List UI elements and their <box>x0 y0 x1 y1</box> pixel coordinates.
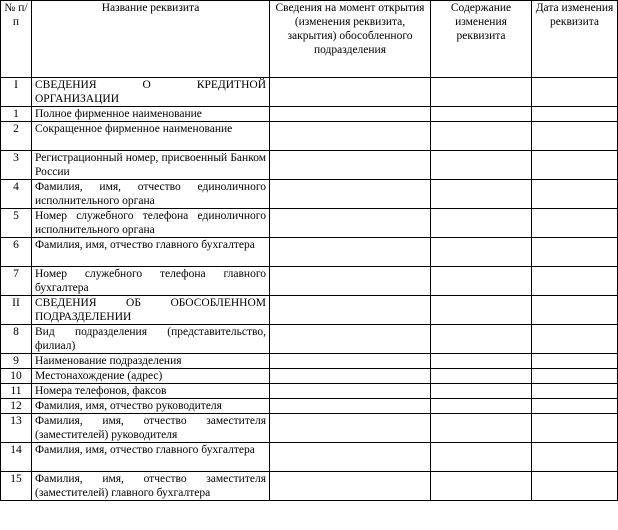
row-requisite-name: Местонахождение (адрес) <box>32 369 270 384</box>
row-requisite-name: СВЕДЕНИЯ О КРЕДИТНОЙ ОРГАНИЗАЦИИ <box>32 78 270 107</box>
row-number: 1 <box>1 107 32 122</box>
row-change-content-cell[interactable] <box>431 238 532 267</box>
row-info-cell[interactable] <box>270 472 431 501</box>
row-change-date-cell[interactable] <box>532 209 618 238</box>
row-number: 10 <box>1 369 32 384</box>
table-row <box>1 209 618 238</box>
row-change-date-cell[interactable] <box>532 238 618 267</box>
row-change-date-cell[interactable] <box>532 180 618 209</box>
table-row <box>1 443 618 472</box>
table-row <box>1 399 618 414</box>
row-change-date-cell[interactable] <box>532 267 618 296</box>
row-change-content-cell[interactable] <box>431 399 532 414</box>
row-change-date-cell[interactable] <box>532 443 618 472</box>
table-row <box>1 414 618 443</box>
table-row <box>1 151 618 180</box>
header-info: Сведения на момент открытия (изменения реквизита, закрытия) обособленного подразделения <box>270 1 431 78</box>
row-requisite-name: Сокращенное фирменное наименование <box>32 122 270 151</box>
table-row <box>1 384 618 399</box>
row-requisite-name: СВЕДЕНИЯ ОБ ОБОСОБЛЕННОМ ПОДРАЗДЕЛЕНИИ <box>32 296 270 325</box>
row-requisite-name: Номер служебного телефона единоличного исполнительного органа <box>32 209 270 238</box>
row-requisite-name: Фамилия, имя, отчество главного бухгалтера <box>32 238 270 267</box>
row-requisite-name: Регистрационный номер, присвоенный Банком России <box>32 151 270 180</box>
row-requisite-name: Фамилия, имя, отчество заместителя (заместителей) главного бухгалтера <box>32 472 270 501</box>
row-number: 4 <box>1 180 32 209</box>
row-info-cell[interactable] <box>270 354 431 369</box>
row-number: 13 <box>1 414 32 443</box>
row-change-content-cell[interactable] <box>431 414 532 443</box>
row-change-date-cell[interactable] <box>532 414 618 443</box>
header-change-date: Дата изменения реквизита <box>532 1 618 78</box>
row-requisite-name: Вид подразделения (представительство, филиал) <box>32 325 270 354</box>
table-row <box>1 180 618 209</box>
row-number: 8 <box>1 325 32 354</box>
header-name: Название реквизита <box>32 1 270 78</box>
row-change-content-cell[interactable] <box>431 472 532 501</box>
row-info-cell[interactable] <box>270 209 431 238</box>
table-row <box>1 267 618 296</box>
table-row <box>1 325 618 354</box>
table-row <box>1 354 618 369</box>
row-info-cell[interactable] <box>270 414 431 443</box>
row-number: 11 <box>1 384 32 399</box>
row-info-cell[interactable] <box>270 180 431 209</box>
row-number: 12 <box>1 399 32 414</box>
row-info-cell[interactable] <box>270 369 431 384</box>
row-requisite-name: Фамилия, имя, отчество единоличного исполнительного органа <box>32 180 270 209</box>
row-requisite-name: Наименование подразделения <box>32 354 270 369</box>
row-change-date-cell[interactable] <box>532 296 618 325</box>
row-change-date-cell[interactable] <box>532 151 618 180</box>
row-change-content-cell[interactable] <box>431 296 532 325</box>
table-header-row <box>1 1 618 78</box>
table-row <box>1 107 618 122</box>
row-requisite-name: Фамилия, имя, отчество главного бухгалтера <box>32 443 270 472</box>
row-change-content-cell[interactable] <box>431 180 532 209</box>
header-num: № п/п <box>1 1 32 78</box>
row-change-content-cell[interactable] <box>431 354 532 369</box>
row-requisite-name: Фамилия, имя, отчество руководителя <box>32 399 270 414</box>
row-number: 3 <box>1 151 32 180</box>
row-change-content-cell[interactable] <box>431 369 532 384</box>
row-number: I <box>1 78 32 107</box>
row-number: 15 <box>1 472 32 501</box>
table-row <box>1 296 618 325</box>
row-change-content-cell[interactable] <box>431 267 532 296</box>
table-row <box>1 369 618 384</box>
row-requisite-name: Полное фирменное наименование <box>32 107 270 122</box>
row-change-content-cell[interactable] <box>431 325 532 354</box>
table-row <box>1 472 618 501</box>
table-row <box>1 78 618 107</box>
row-info-cell[interactable] <box>270 78 431 107</box>
row-info-cell[interactable] <box>270 151 431 180</box>
row-change-date-cell[interactable] <box>532 399 618 414</box>
row-number: 7 <box>1 267 32 296</box>
row-change-date-cell[interactable] <box>532 369 618 384</box>
row-requisite-name: Номера телефонов, факсов <box>32 384 270 399</box>
row-change-date-cell[interactable] <box>532 325 618 354</box>
row-number: 14 <box>1 443 32 472</box>
row-change-date-cell[interactable] <box>532 107 618 122</box>
row-change-date-cell[interactable] <box>532 354 618 369</box>
row-number: 9 <box>1 354 32 369</box>
row-number: 2 <box>1 122 32 151</box>
row-info-cell[interactable] <box>270 107 431 122</box>
row-change-date-cell[interactable] <box>532 78 618 107</box>
row-change-content-cell[interactable] <box>431 122 532 151</box>
row-requisite-name: Номер служебного телефона главного бухгалтера <box>32 267 270 296</box>
row-change-date-cell[interactable] <box>532 472 618 501</box>
row-change-content-cell[interactable] <box>431 209 532 238</box>
row-info-cell[interactable] <box>270 443 431 472</box>
row-info-cell[interactable] <box>270 399 431 414</box>
row-info-cell[interactable] <box>270 267 431 296</box>
row-number: II <box>1 296 32 325</box>
row-info-cell[interactable] <box>270 384 431 399</box>
table-body <box>1 78 618 501</box>
row-number: 5 <box>1 209 32 238</box>
row-info-cell[interactable] <box>270 122 431 151</box>
row-number: 6 <box>1 238 32 267</box>
table-row <box>1 122 618 151</box>
row-change-content-cell[interactable] <box>431 78 532 107</box>
row-change-content-cell[interactable] <box>431 443 532 472</box>
row-change-content-cell[interactable] <box>431 151 532 180</box>
row-change-date-cell[interactable] <box>532 384 618 399</box>
row-change-date-cell[interactable] <box>532 122 618 151</box>
row-info-cell[interactable] <box>270 238 431 267</box>
row-info-cell[interactable] <box>270 296 431 325</box>
row-info-cell[interactable] <box>270 325 431 354</box>
row-change-content-cell[interactable] <box>431 384 532 399</box>
row-requisite-name: Фамилия, имя, отчество заместителя (заместителей) руководителя <box>32 414 270 443</box>
header-change-content: Содержание изменения реквизита <box>431 1 532 78</box>
row-change-content-cell[interactable] <box>431 107 532 122</box>
table-row <box>1 238 618 267</box>
